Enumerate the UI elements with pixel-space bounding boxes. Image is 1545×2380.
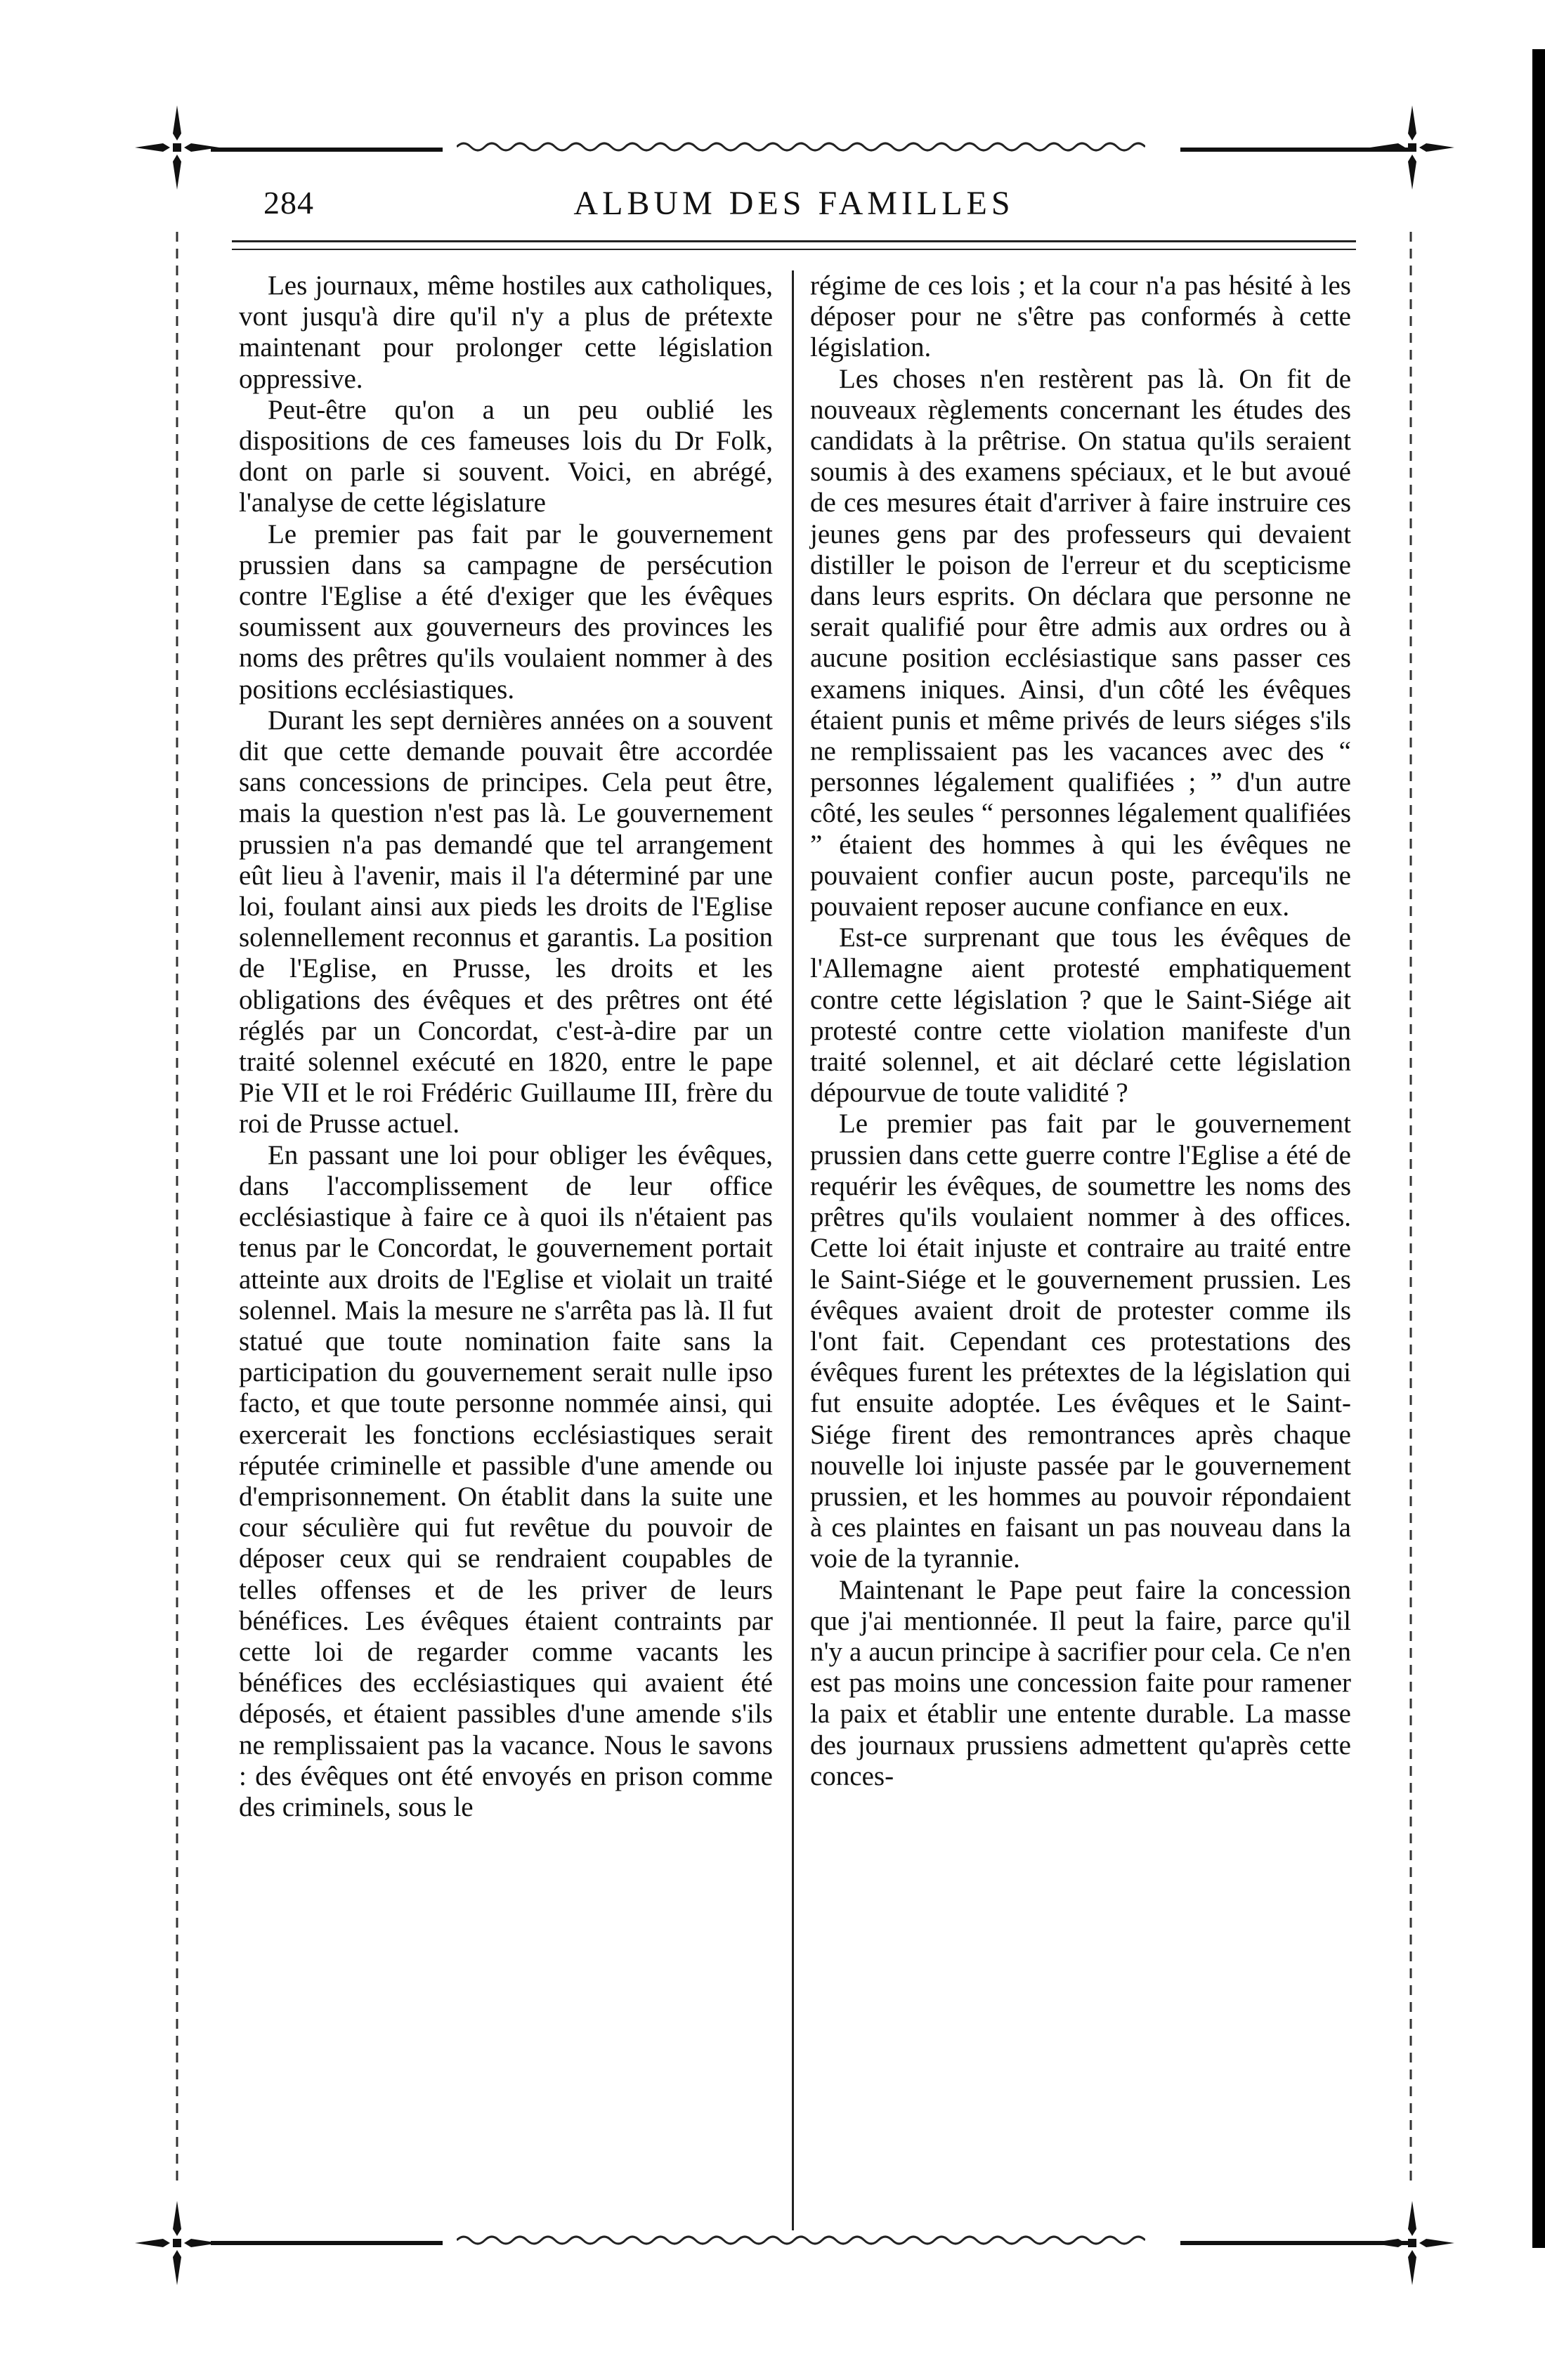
paragraph: Le premier pas fait par le gouvernement prussien dans sa campagne de persécution contre l'Eglise a été d'exiger que les évêques soumissent aux gouverneurs des provinces les noms des prêtres qu'ils voulaient nommer à des positions ecclésiastiques.	[239, 518, 773, 705]
paragraph: régime de ces lois ; et la cour n'a pas hésité à les déposer pour ne s'être pas conformés à cette législation.	[810, 270, 1351, 363]
corner-ornament-bottom-left	[135, 2201, 219, 2285]
left-column	[239, 270, 773, 1823]
page-number: 284	[263, 185, 314, 221]
bottom-frame-wavy	[457, 2231, 1145, 2249]
paragraph: Les choses n'en restèrent pas là. On fit de nouveaux règlements concernant les études des candidats à la prêtrise. On statua qu'ils seraient soumis à des examens spéciaux, et le but avoué de ces mesures était d'arriver à faire instruire ces jeunes gens par des professeurs qui devaient distiller le poison de l'erreur et du scepticisme dans leurs esprits. On déclara que personne ne serait qualifié pour être admis aux ordres ou à aucune position ecclésiastique sans passer ces examens iniques. Ainsi, d'un côté les évêques étaient punis et même privés de leurs siéges s'ils ne remplissaient pas les vacances avec des “ personnes légalement qualifiées ; ” d'un autre côté, les seules “ personnes légalement qualifiées ” étaient des hommes à qui les évêques ne pouvaient confier aucun poste, parcequ'ils ne pouvaient reposer aucune confiance en eux.	[810, 363, 1351, 922]
corner-ornament-top-right	[1370, 105, 1454, 190]
top-frame-rule-left	[211, 148, 443, 152]
corner-ornament-top-left	[135, 105, 219, 190]
bottom-frame-rule-left	[211, 2241, 443, 2245]
page-edge-bar	[1532, 49, 1545, 2248]
right-column	[810, 270, 1351, 1792]
paragraph: Le premier pas fait par le gouvernement prussien dans cette guerre contre l'Eglise a été de requérir les évêques, de soumettre les noms des prêtres qu'ils voulaient nommer à des offices. Cette loi était injuste et contraire au traité entre le Saint-Siége et le gouvernement prussien. Les évêques avaient droit de protester comme ils l'ont fait. Cependant ces protestations des évêques furent les prétextes de la législation qui fut ensuite adoptée. Les évêques et le Saint-Siége firent des remontrances après chaque nouvelle loi injuste passée par le gouvernement prussien, et les hommes au pouvoir répondaient à ces plaintes en faisant un pas nouveau dans la voie de la tyrannie.	[810, 1109, 1351, 1574]
page-header	[232, 184, 1356, 233]
running-title: ALBUM DES FAMILLES	[573, 185, 1015, 222]
left-frame-wavy	[170, 232, 184, 2185]
corner-ornament-bottom-right	[1370, 2201, 1454, 2285]
paragraph: Peut-être qu'on a un peu oublié les dispositions de ces fameuses lois du Dr Folk, dont on parle si souvent. Voici, en abrégé, l'analyse de cette législature	[239, 394, 773, 518]
top-frame-wavy	[457, 138, 1145, 156]
paragraph: En passant une loi pour obliger les évêques, dans l'accomplissement de leur office ecclésiastique à faire ce à quoi ils n'étaient pas tenus par le Concordat, le gouvernement portait atteinte aux droits de l'Eglise et violait un traité solennel. Mais la mesure ne s'arrêta pas là. Il fut statué que toute nomination faite sans la participation du gouvernement serait nulle ipso facto, et que toute personne nommée ainsi, qui exercerait les fonctions ecclésiastiques serait réputée criminelle et passible d'une amende ou d'emprisonnement. On établit dans la suite une cour séculière qui fut revêtue du pouvoir de déposer ceux qui se rendraient coupables de telles offenses et de les priver de leurs bénéfices. Les évêques étaient contraints par cette loi de regarder comme vacants les bénéfices des ecclésiastiques qui avaient été déposés, et étaient passibles d'une amende s'ils ne remplissaient pas la vacance. Nous le savons : des évêques ont été envoyés en prison comme des criminels, sous le	[239, 1139, 773, 1822]
header-rule-bottom	[232, 249, 1356, 250]
header-rule-top	[232, 240, 1356, 242]
paragraph: Durant les sept dernières années on a souvent dit que cette demande pouvait être accordée sans concessions de principes. Cela peut être, mais la question n'est pas là. Le gouvernement prussien n'a pas demandé que tel arrangement eût lieu à l'avenir, mais il l'a déterminé par une loi, foulant ainsi aux pieds les droits de l'Eglise solennellement reconnus et garantis. La position de l'Eglise, en Prusse, les droits et les obligations des évêques et des prêtres ont été réglés par un Concordat, c'est-à-dire par un traité solennel exécuté en 1820, entre le pape Pie VII et le roi Frédéric Guillaume III, frère du roi de Prusse actuel.	[239, 705, 773, 1139]
column-divider	[792, 270, 794, 2230]
paragraph: Est-ce surprenant que tous les évêques de l'Allemagne aient protesté emphatiquement contre cette législation ? que le Saint-Siége ait protesté contre cette violation manifeste d'un traité solennel, et ait déclaré cette législation dépourvue de toute validité ?	[810, 922, 1351, 1109]
paragraph: Maintenant le Pape peut faire la concession que j'ai mentionnée. Il peut la faire, parce qu'il n'y a aucun principe à sacrifier pour cela. Ce n'en est pas moins une concession faite pour ramener la paix et établir une entente durable. La masse des journaux prussiens admettent qu'après cette conces-	[810, 1574, 1351, 1791]
paragraph: Les journaux, même hostiles aux catholiques, vont jusqu'à dire qu'il n'y a plus de prétexte maintenant pour prolonger cette législation oppressive.	[239, 270, 773, 394]
right-frame-wavy	[1404, 232, 1418, 2185]
